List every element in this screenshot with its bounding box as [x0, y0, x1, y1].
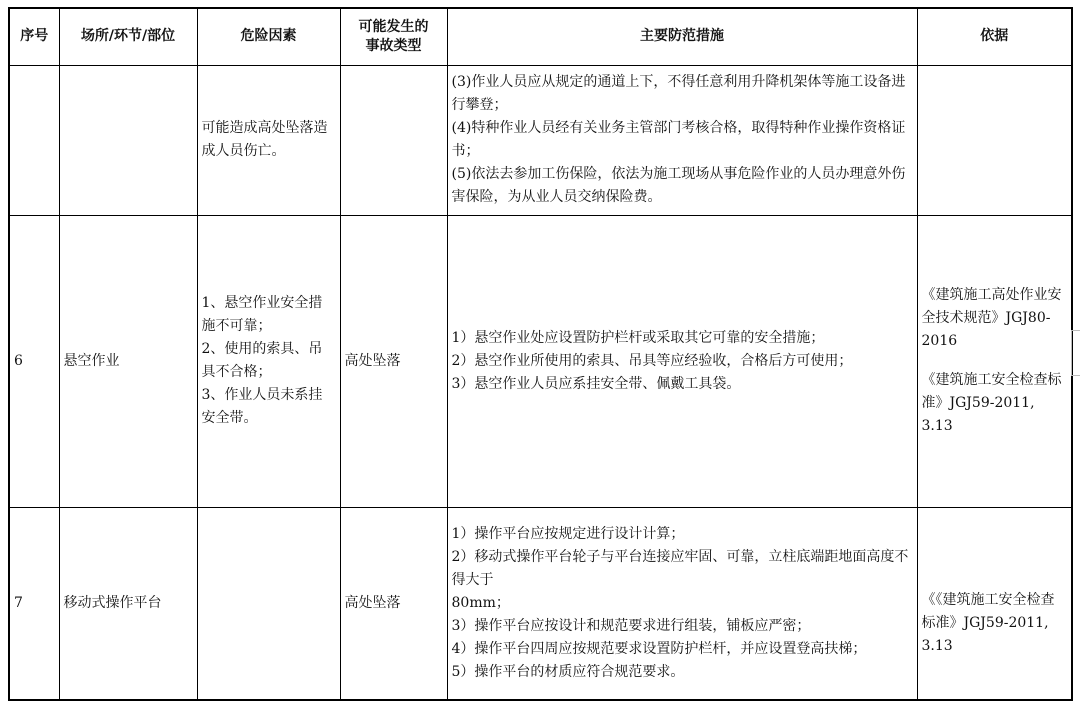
row-hazard: 可能造成高处坠落造成人员伤亡。 [197, 65, 340, 215]
row-accident: 高处坠落 [340, 215, 447, 507]
row-measures [447, 215, 917, 507]
basis-spacer [922, 353, 1068, 369]
hazard-item: 2、使用的索具、吊具不合格； [201, 341, 323, 380]
measure-item: 4）操作平台四周应按规范要求设置防护栏杆，并应设置登高扶梯； [451, 640, 867, 657]
measure-item: 80mm； [451, 594, 510, 611]
table-header-row [9, 8, 1072, 65]
row-no: 7 [9, 507, 59, 700]
header-place: 场所/环节/部位 [59, 8, 197, 65]
table-row [9, 65, 1072, 215]
measure-item: 2）悬空作业所使用的索具、吊具等应经验收，合格后方可使用； [451, 352, 853, 369]
row-hazard [197, 215, 340, 507]
basis-item: 《建筑施工安全检查标准》JGJ59-2011, 3.13 [921, 372, 1062, 434]
row-place: 移动式操作平台 [59, 507, 197, 700]
measure-item: 1）悬空作业处应设置防护栏杆或采取其它可靠的安全措施； [451, 329, 825, 346]
header-accident-line1: 可能发生的 [358, 18, 429, 35]
measure-item: 5）操作平台的材质应符合规范要求。 [451, 663, 685, 680]
table-row [9, 507, 1072, 700]
row-basis [917, 507, 1072, 700]
row-measures [447, 65, 917, 215]
measure-item: 2）移动式操作平台轮子与平台连接应牢固、可靠，立柱底端距地面高度不得大于 [451, 548, 909, 588]
measure-item: 1）操作平台应按规定进行设计计算； [451, 525, 685, 542]
header-accident-line2: 事故类型 [365, 37, 422, 54]
row-no: 6 [9, 215, 59, 507]
hazard-item: 3、作业人员未系挂安全带。 [201, 387, 323, 426]
measure-item: (3)作业人员应从规定的通道上下，不得任意利用升降机架体等施工设备进行攀登； [451, 74, 906, 113]
table-row [9, 215, 1072, 507]
measure-item: 3）操作平台应按设计和规范要求进行组装，铺板应严密； [451, 617, 811, 634]
row-measures [447, 507, 917, 700]
measure-item: (4)特种作业人员经有关业务主管部门考核合格，取得特种作业操作资格证书； [451, 120, 906, 159]
page-edge-tab [1071, 330, 1080, 376]
measure-item: 3）悬空作业人员应系挂安全带、佩戴工具袋。 [451, 375, 741, 392]
hazard-item: 1、悬空作业安全措施不可靠； [201, 295, 323, 334]
row-place: 悬空作业 [59, 215, 197, 507]
basis-item: 《《建筑施工安全检查标准》JGJ59-2011, 3.13 [921, 591, 1055, 654]
row-accident: 高处坠落 [340, 507, 447, 700]
row-accident [340, 65, 447, 215]
header-basis: 依据 [917, 8, 1072, 65]
row-no [9, 65, 59, 215]
row-basis [917, 215, 1072, 507]
measure-item: (5)依法去参加工伤保险，依法为施工现场从事危险作业的人员办理意外伤害保险，为从业人员交纳保险费。 [451, 166, 906, 205]
header-hazard: 危险因素 [197, 8, 340, 65]
hazard-table [8, 7, 1073, 701]
header-no: 序号 [9, 8, 59, 65]
row-basis [917, 65, 1072, 215]
header-accident-type [340, 8, 447, 65]
row-place [59, 65, 197, 215]
header-measures: 主要防范措施 [447, 8, 917, 65]
basis-item: 《建筑施工高处作业安全技术规范》JGJ80-2016 [921, 287, 1062, 349]
row-hazard [197, 507, 340, 700]
